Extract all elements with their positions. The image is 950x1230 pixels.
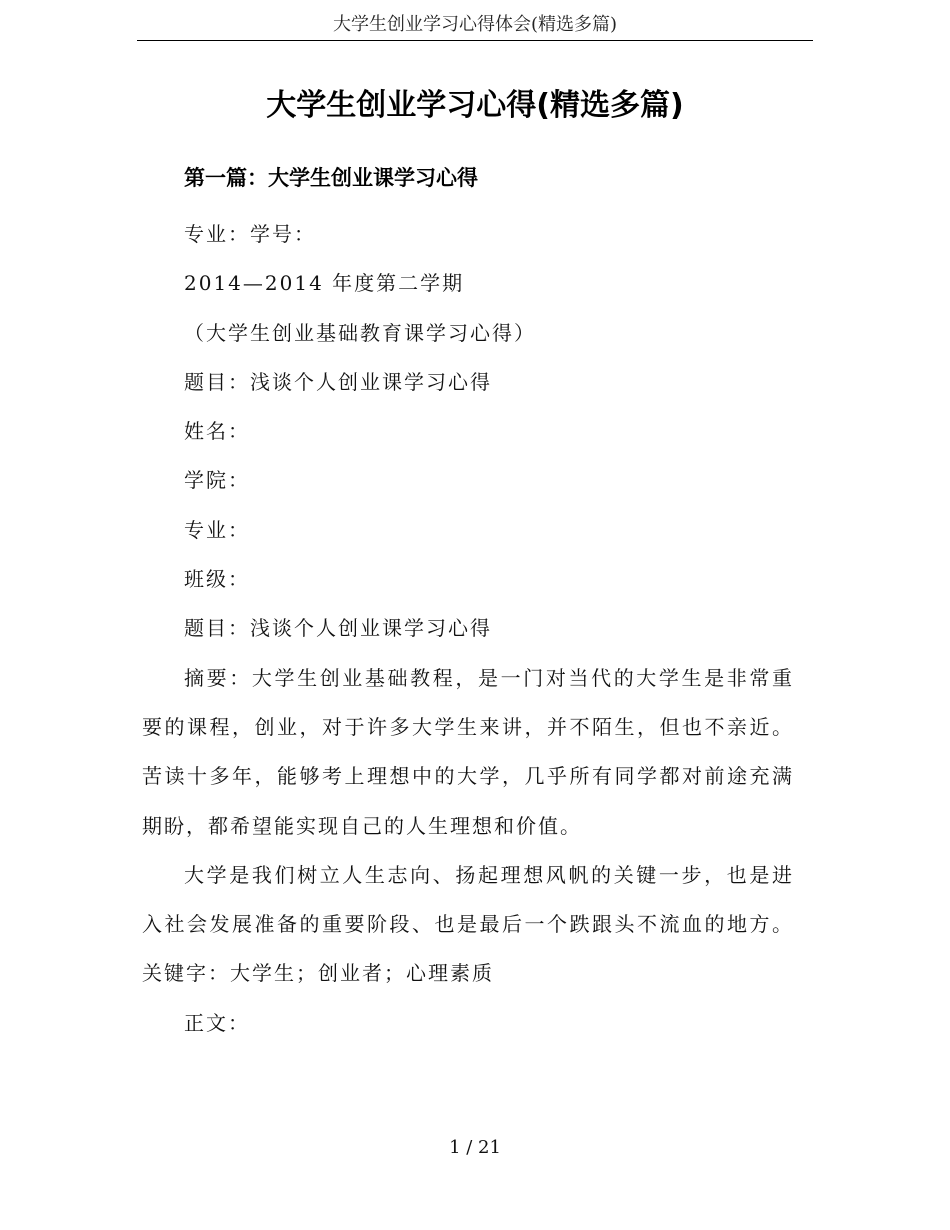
field-name: 姓名：	[184, 419, 250, 444]
field-topic: 题目：浅谈个人创业课学习心得	[184, 369, 492, 394]
header-rule	[137, 40, 813, 41]
abstract-paragraph: 摘要：大学生创业基础教程，是一门对当代的大学生是非常重要的课程，创业，对于许多大学生来讲，并不陌生，但也不亲近。苦读十多年，能够考上理想中的大学，几乎所有同学都对前途充满期盼，都希望能实现自己的人生理想和价值。	[142, 665, 794, 838]
page-number: 1 / 21	[449, 1137, 501, 1158]
body-paragraph: 大学是我们树立人生志向、扬起理想风帆的关键一步，也是进入社会发展准备的重要阶段、也是最后一个跌跟头不流血的地方。关键字：大学生；创业者；心理素质	[142, 862, 794, 986]
field-semester: 2014—2014 年度第二学期	[184, 271, 465, 296]
field-major: 专业：	[184, 517, 250, 542]
field-college: 学院：	[184, 468, 250, 493]
document-title: 大学生创业学习心得(精选多篇)	[266, 88, 684, 123]
main-text-label: 正文：	[184, 1010, 250, 1035]
section-heading: 第一篇：大学生创业课学习心得	[184, 166, 478, 190]
field-class: 班级：	[184, 567, 250, 592]
document-body	[142, 210, 794, 1048]
field-course-subtitle: （大学生创业基础教育课学习心得）	[184, 320, 536, 345]
running-header: 大学生创业学习心得体会(精选多篇)	[332, 14, 618, 35]
field-major-student-id: 专业：学号：	[184, 222, 316, 246]
field-topic-repeat: 题目：浅谈个人创业课学习心得	[184, 616, 492, 641]
